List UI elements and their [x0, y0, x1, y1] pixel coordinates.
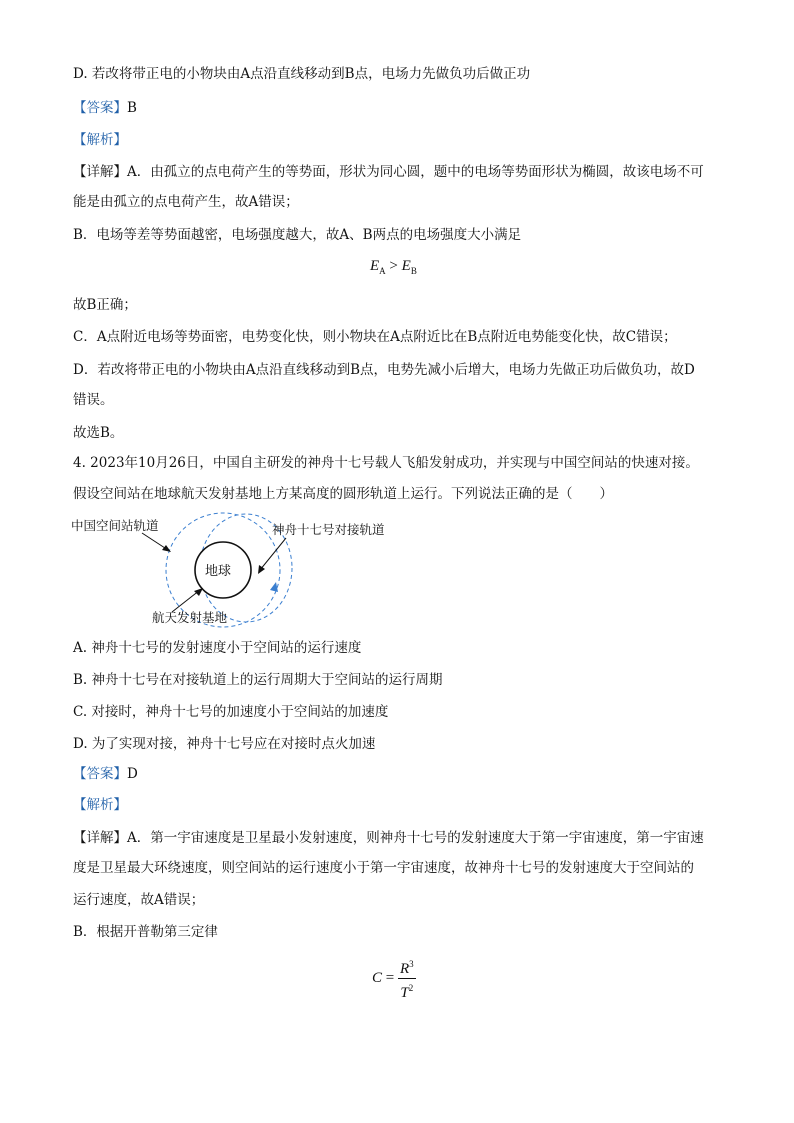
answer-line — [73, 764, 138, 784]
option-b: B. 神舟十七号在对接轨道上的运行周期大于空间站的运行周期 — [73, 672, 443, 688]
answer-value: B — [127, 100, 137, 116]
question-4-stem: 4. 2023年10月26日，中国自主研发的神舟十七号载人飞船发射成功，并实现与中国空间站的快速对接。 — [73, 455, 699, 471]
formula-kepler: C = $\frac{R^3}{T^2}$ — [372, 955, 416, 1002]
docking-arrowhead — [258, 565, 265, 574]
text-line: B．根据开普勒第三定律 — [73, 924, 218, 940]
analysis-tag: 【解析】 — [73, 132, 127, 148]
analysis-tag: 【解析】 — [73, 797, 127, 813]
answer-tag: 【答案】 — [73, 766, 127, 782]
option-c: C. 对接时，神舟十七号的加速度小于空间站的加速度 — [73, 704, 389, 720]
formula-ea-gt-eb: $E_A > E_B$ — [370, 258, 417, 276]
station-orbit-label: 中国空间站轨道 — [71, 518, 159, 533]
text-line: 错误。 — [73, 392, 114, 408]
orbit-diagram — [60, 508, 420, 628]
text-line: 运行速度，故A错误； — [73, 892, 205, 908]
text-line: 故B正确； — [73, 297, 137, 313]
text-line: 【详解】A．第一宇宙速度是卫星最小发射速度，则神舟十七号的发射速度大于第一宇宙速度，第一宇宙速 — [73, 830, 704, 846]
text-line: 度是卫星最大环绕速度，则空间站的运行速度小于第一宇宙速度，故神舟十七号的发射速度大于空间站的 — [73, 860, 694, 876]
text-line: 能是由孤立的点电荷产生，故A错误； — [73, 194, 299, 210]
text-line: C．A点附近电场等势面密，电势变化快，则小物块在A点附近比在B点附近电势能变化快，故C错误； — [73, 329, 677, 345]
base-arrowhead — [194, 588, 203, 596]
base-arrow — [172, 590, 200, 612]
text-line: 故选B。 — [73, 425, 124, 441]
answer-tag: 【答案】 — [73, 100, 127, 116]
answer-line — [73, 98, 137, 118]
docking-orbit-direction — [270, 582, 278, 592]
text-line: B．电场等差等势面越密，电场强度越大，故A、B两点的电场强度大小满足 — [73, 227, 522, 243]
answer-value: D — [127, 766, 138, 782]
option-a: A. 神舟十七号的发射速度小于空间站的运行速度 — [73, 640, 362, 656]
base-label: 航天发射基地 — [152, 610, 228, 625]
text-line: 【详解】A．由孤立的点电荷产生的等势面，形状为同心圆，题中的电场等势面形状为椭圆，故该电场不可 — [73, 164, 704, 180]
option-d: D. 为了实现对接，神舟十七号应在对接时点火加速 — [73, 736, 376, 752]
question-4-stem-cont: 假设空间站在地球航天发射基地上方某高度的圆形轨道上运行。下列说法正确的是（ ） — [73, 486, 613, 502]
text-line: D. 若改将带正电的小物块由A点沿直线移动到B点，电场力先做负功后做正功 — [73, 66, 531, 82]
text-line: D．若改将带正电的小物块由A点沿直线移动到B点，电势先减小后增大，电场力先做正功后做负功，故D — [73, 362, 695, 378]
earth-label: 地球 — [205, 564, 232, 579]
station-arrowhead — [162, 545, 171, 552]
docking-orbit-label: 神舟十七号对接轨道 — [272, 522, 385, 537]
